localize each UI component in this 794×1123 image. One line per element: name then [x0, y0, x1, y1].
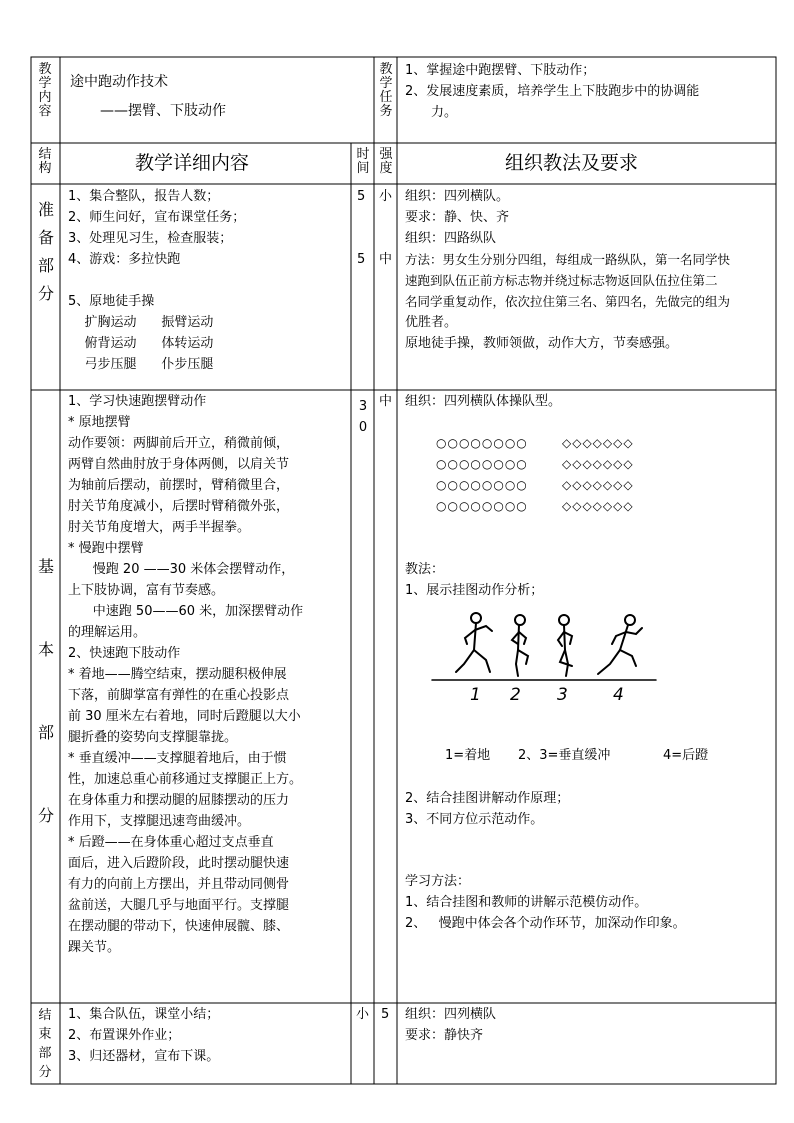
end-line-2: 2、布置课外作业； [68, 1028, 181, 1043]
basic-line: * 后蹬——在身体重心超过支点垂直 [68, 835, 274, 850]
basic-line: 为轴前后摆动，前摆时，臂稍微里合， [68, 478, 290, 493]
basic-line: 中速跑 50——60 米，加深摆臂动作 [68, 604, 304, 619]
end-line-3: 3、归还器材，宣布下课。 [68, 1049, 220, 1064]
basic-line: 在身体重力和摆动腿的屈膝摆动的压力 [68, 793, 290, 808]
teach-step-2: 2、结合挂图讲解动作原理； [405, 791, 570, 806]
basic-label: 基 本 部 分 [37, 557, 54, 825]
basic-line: 动作要领：两脚前后开立，稍微前倾， [68, 436, 290, 451]
basic-line: 慢跑 20 ——30 米体会摆臂动作， [68, 562, 295, 577]
end-line-1: 1、集合队伍，课堂小结； [68, 1007, 220, 1022]
basic-line: 踝关节。 [68, 940, 121, 955]
figure-number-1: 1 [470, 685, 481, 705]
col-detail: 教学详细内容 [135, 152, 250, 174]
prep-method-1: 组织：四列横队。 [405, 189, 510, 204]
content-label: 教 学 内 容 [38, 62, 52, 119]
runner-figure-1 [456, 613, 492, 672]
prep-line-3: 3、处理见习生，检查服装； [68, 231, 233, 246]
basic-line: 下落，前脚掌富有弹性的在重心投影点 [68, 688, 290, 703]
basic-line: 肘关节角度增大，两手半握拳。 [68, 520, 251, 535]
topic-title: 途中跑动作技术 [70, 74, 168, 90]
prep-method-7: 优胜者。 [405, 315, 458, 330]
caption-buffer: 2、3=垂直缓冲 [518, 748, 611, 763]
learn-title: 学习方法： [405, 874, 471, 889]
col-intensity: 强 度 [379, 147, 393, 176]
task-label: 教 学 任 务 [379, 62, 393, 119]
prep-line-6: 5、原地徒手操 [68, 294, 155, 309]
prep-time-2: 5 [357, 252, 366, 267]
task-line-2: 2、发展速度素质，培养学生上下肢跑步中的协调能 [405, 84, 700, 99]
basic-line: 腿折叠的姿势向支撑腿靠拢。 [68, 730, 238, 745]
basic-line: 2、快速跑下肢动作 [68, 646, 181, 661]
end-method-2: 要求：静快齐 [405, 1028, 484, 1043]
learn-step-2: 2、 慢跑中体会各个动作环节，加深动作印象。 [405, 916, 686, 931]
prep-line-9: 弓步压腿 仆步压腿 [68, 357, 214, 372]
basic-line: 作用下，支撑腿迅速弯曲缓冲。 [68, 814, 251, 829]
prep-method-4: 方法：男女生分别分四组，每组成一路纵队，第一名同学快 [405, 252, 731, 267]
formation-row-boys: ○○○○○○○○ [436, 478, 528, 492]
prep-label: 准 备 部 分 [37, 200, 54, 303]
basic-line: * 原地摆臂 [68, 415, 131, 430]
basic-line: * 慢跑中摆臂 [68, 541, 144, 556]
basic-line: 上下肢协调，富有节奏感。 [68, 583, 225, 598]
col-method: 组织教法及要求 [505, 152, 639, 174]
basic-line: * 垂直缓冲——支撑腿着地后，由于惯 [68, 751, 287, 766]
prep-method-2: 要求：静、快、齐 [405, 210, 510, 225]
basic-line: 性，加速总重心前移通过支撑腿正上方。 [68, 772, 303, 787]
basic-intensity: 中 [379, 394, 393, 409]
prep-line-1: 1、集合整队，报告人数； [68, 189, 220, 204]
formation-row-girls: ◇◇◇◇◇◇◇ [562, 436, 634, 450]
basic-line: 盆前送，大腿几乎与地面平行。支撑腿 [68, 898, 290, 913]
prep-intensity-2: 中 [379, 252, 393, 267]
runner-figure-3 [558, 615, 572, 676]
prep-method-8: 原地徒手操，教师领做，动作大方，节奏感强。 [405, 336, 679, 351]
col-structure: 结 构 [38, 147, 52, 176]
figure-number-2: 2 [510, 685, 521, 705]
task-line-1: 1、掌握途中跑摆臂、下肢动作； [405, 63, 596, 78]
prep-intensity-1: 小 [379, 189, 393, 204]
task-line-3: 力。 [431, 105, 458, 120]
basic-line: 有力的向前上方摆出，并且带动同侧骨 [68, 877, 290, 892]
formation-row-girls: ◇◇◇◇◇◇◇ [562, 478, 634, 492]
end-intensity: 5 [381, 1007, 390, 1022]
col-time: 时 间 [356, 147, 370, 176]
figure-number-3: 3 [557, 685, 568, 705]
prep-line-7: 扩胸运动 振臂运动 [68, 315, 214, 330]
prep-method-5: 速跑到队伍正前方标志物并绕过标志物返回队伍拉住第二 [405, 273, 718, 288]
formation-row-boys: ○○○○○○○○ [436, 436, 528, 450]
caption-pushoff: 4=后蹬 [663, 748, 709, 763]
end-time: 小 [356, 1007, 370, 1022]
basic-time: 3 0 [358, 399, 368, 435]
basic-line: 肘关节角度减小，后摆时臂稍微外张， [68, 499, 290, 514]
runner-figure-4 [598, 615, 642, 674]
learn-step-1: 1、结合挂图和教师的讲解示范模仿动作。 [405, 895, 648, 910]
formation-row-girls: ◇◇◇◇◇◇◇ [562, 499, 634, 513]
basic-line: 面后，进入后蹬阶段，此时摆动腿快速 [68, 856, 290, 871]
formation-row-girls: ◇◇◇◇◇◇◇ [562, 457, 634, 471]
basic-line: 两臂自然曲肘放于身体两侧，以肩关节 [68, 457, 290, 472]
prep-line-2: 2、师生问好，宣布课堂任务； [68, 210, 246, 225]
prep-method-3: 组织：四路纵队 [405, 231, 497, 246]
teach-title: 教法： [405, 562, 445, 577]
basic-line: 1、学习快速跑摆臂动作 [68, 394, 207, 409]
prep-line-8: 俯背运动 体转运动 [68, 336, 214, 351]
formation-row-boys: ○○○○○○○○ [436, 499, 528, 513]
topic-subtitle: ——摆臂、下肢动作 [100, 103, 226, 119]
figure-number-4: 4 [613, 685, 624, 705]
teach-step-1: 1、展示挂图动作分析； [405, 583, 544, 598]
caption-landing: 1=着地 [445, 748, 491, 763]
basic-line: 在摆动腿的带动下，快速伸展髋、膝、 [68, 919, 290, 934]
running-figure-diagram [430, 606, 660, 716]
formation-row-boys: ○○○○○○○○ [436, 457, 528, 471]
prep-method-6: 名同学重复动作，依次拉住第三名、第四名，先做完的组为 [405, 294, 731, 309]
end-method-1: 组织：四列横队 [405, 1007, 497, 1022]
basic-org: 组织：四列横队体操队型。 [405, 394, 562, 409]
basic-line: 前 30 厘米左右着地，同时后蹬腿以大小 [68, 709, 301, 724]
basic-line: * 着地——腾空结束，摆动腿积极伸展 [68, 667, 287, 682]
basic-line: 的理解运用。 [68, 625, 147, 640]
runner-figure-2 [512, 615, 528, 676]
prep-time-1: 5 [357, 189, 366, 204]
prep-line-4: 4、游戏：多拉快跑 [68, 252, 181, 267]
end-label: 结 束 部 分 [38, 1008, 52, 1080]
teach-step-3: 3、不同方位示范动作。 [405, 812, 544, 827]
